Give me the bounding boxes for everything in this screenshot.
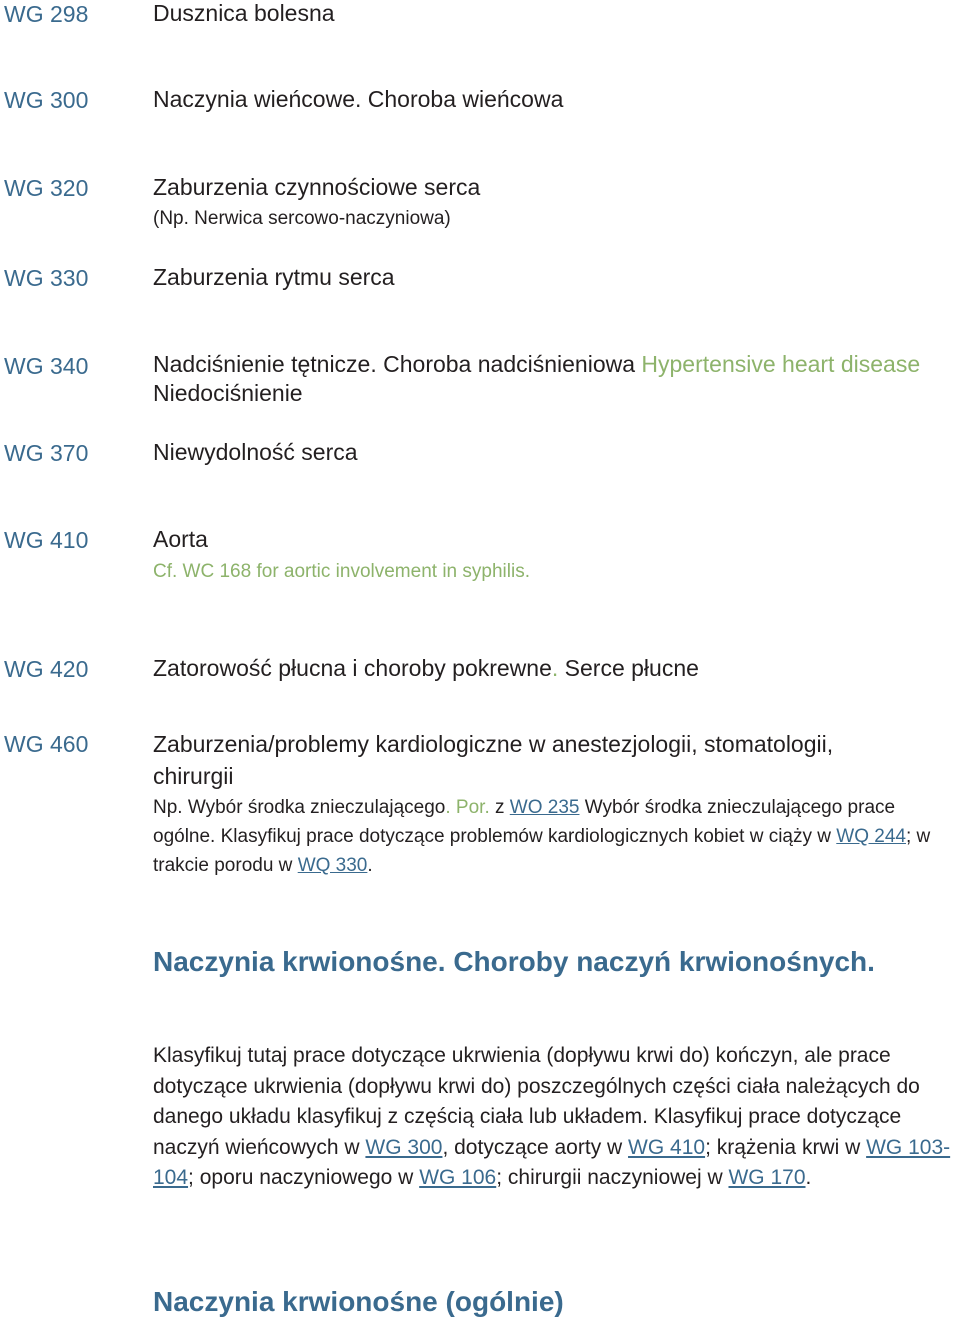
class-title: Dusznica bolesna bbox=[153, 0, 335, 26]
class-code: WG 410 bbox=[4, 527, 89, 553]
note-text: . bbox=[367, 855, 373, 876]
link-wq-244[interactable]: WQ 244 bbox=[836, 826, 906, 847]
class-code: WG 320 bbox=[4, 175, 89, 201]
note-text: Np. Wybór środka znieczulającego bbox=[153, 797, 446, 818]
class-code: WG 300 bbox=[4, 87, 89, 113]
title-text: Serce płucne bbox=[558, 655, 699, 681]
class-title: Zaburzenia rytmu serca bbox=[153, 264, 395, 290]
link-wq-330[interactable]: WQ 330 bbox=[297, 855, 368, 876]
para-text: ; krążenia krwi w bbox=[705, 1135, 867, 1159]
class-title: Naczynia wieńcowe. Choroba wieńcowa bbox=[153, 86, 564, 112]
link-wg-300[interactable]: WG 300 bbox=[365, 1135, 443, 1159]
link-wg-410[interactable]: WG 410 bbox=[628, 1135, 706, 1159]
note-text: z bbox=[495, 797, 510, 818]
note-text: ; w trakcie porodu w bbox=[153, 826, 931, 876]
class-title: Niewydolność serca bbox=[153, 439, 358, 465]
class-note: Cf. WC 168 for aortic involvement in syphilis. bbox=[153, 561, 530, 582]
title-text: Niedociśnienie bbox=[153, 380, 303, 406]
class-title: Zaburzenia czynnościowe serca bbox=[153, 174, 481, 200]
class-code: WG 460 bbox=[4, 731, 89, 757]
class-note: (Np. Nerwica sercowo-naczyniowa) bbox=[153, 208, 451, 229]
note-text: Wybór środka znieczulającego prace ogólne. bbox=[153, 797, 896, 847]
class-code: WG 340 bbox=[4, 353, 89, 379]
note-dot: . bbox=[445, 797, 451, 818]
section-heading: Naczynia krwionośne (ogólnie) bbox=[153, 1286, 564, 1317]
section-heading: Naczynia krwionośne. Choroby naczyń krwionośnych. bbox=[153, 946, 875, 977]
class-code: WG 370 bbox=[4, 440, 89, 466]
note-text: Klasyfikuj prace dotyczące problemów kardiologicznych kobiet w ciąży w bbox=[220, 826, 837, 847]
class-title bbox=[153, 654, 953, 683]
note-crossref: Por. bbox=[450, 797, 495, 818]
link-wg-103-104[interactable]: WG 103-104 bbox=[153, 1135, 951, 1190]
link-wg-106[interactable]: WG 106 bbox=[419, 1166, 497, 1190]
para-text: . bbox=[805, 1166, 812, 1190]
para-text: ; oporu naczyniowego w bbox=[188, 1166, 420, 1190]
english-term: Hypertensive heart disease bbox=[641, 351, 921, 377]
link-wo-235[interactable]: WO 235 bbox=[509, 797, 580, 818]
title-text: Zatorowość płucna i choroby pokrewne bbox=[153, 655, 552, 681]
title-dot: . bbox=[551, 655, 559, 681]
class-title: Zaburzenia/problemy kardiologiczne w anestezjologii, stomatologii, chirurgii bbox=[153, 731, 834, 789]
class-title: Aorta bbox=[153, 526, 208, 552]
link-wg-170[interactable]: WG 170 bbox=[728, 1166, 806, 1190]
class-note bbox=[153, 793, 953, 880]
class-code: WG 298 bbox=[4, 1, 89, 27]
para-text: Klasyfikuj tutaj prace dotyczące ukrwienia (dopływu krwi do) kończyn, ale prace dotyczące ukrwienia (dopływu krwi do) poszczególnych części ciała należących do danego układu klasyfikuj z częścią ciała lub układem. Klasyfikuj prace dotyczące naczyń wieńcowych w bbox=[153, 1044, 920, 1159]
class-code: WG 420 bbox=[4, 656, 89, 682]
para-text: , dotyczące aorty w bbox=[442, 1135, 629, 1159]
class-title bbox=[153, 350, 933, 408]
para-text: ; chirurgii naczyniowej w bbox=[496, 1166, 729, 1190]
section-paragraph bbox=[153, 1041, 959, 1194]
title-text: Nadciśnienie tętnicze. Choroba nadciśnieniowa bbox=[153, 351, 642, 377]
class-code: WG 330 bbox=[4, 265, 89, 291]
